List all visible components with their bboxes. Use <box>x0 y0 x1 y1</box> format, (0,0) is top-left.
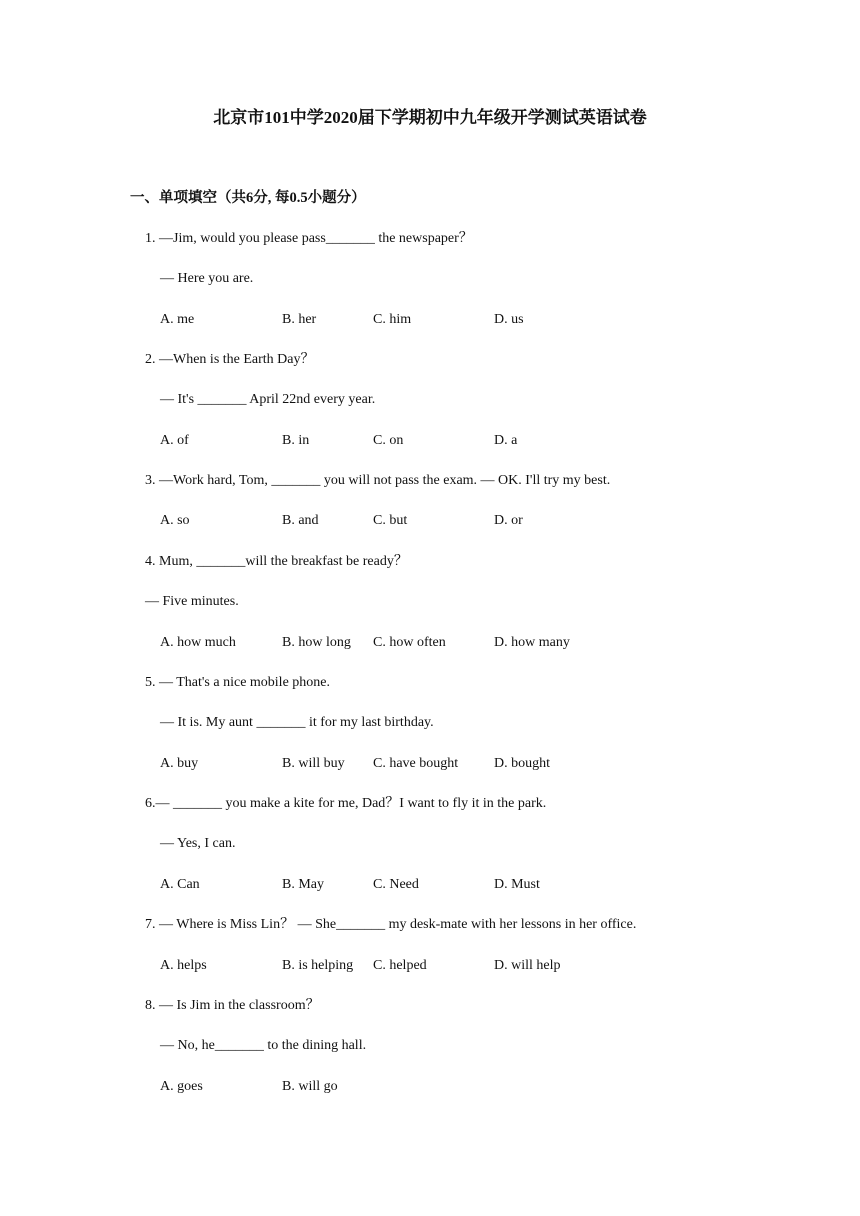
question-1-option-a[interactable]: A. me <box>160 312 195 327</box>
section-heading: 一、单项填空（共6分, 每0.5小题分） <box>130 190 366 206</box>
question-8-option-b[interactable]: B. will go <box>282 1079 338 1094</box>
question-6-option-d[interactable]: D. Must <box>494 877 540 892</box>
question-4-option-d[interactable]: D. how many <box>494 635 570 650</box>
question-6-stem: 6.— _______ you make a kite for me, Dad？I want to fly it in the park. <box>145 796 547 811</box>
question-2-option-a[interactable]: A. of <box>160 433 189 448</box>
question-6-option-c[interactable]: C. Need <box>373 877 419 892</box>
exam-title: 北京市101中学2020届下学期初中九年级开学测试英语试卷 <box>213 108 647 127</box>
question-5-stem: 5. — That's a nice mobile phone. <box>145 675 331 690</box>
question-8-option-a[interactable]: A. goes <box>160 1079 203 1094</box>
question-1-option-d[interactable]: D. us <box>494 312 524 327</box>
question-5-reply: — It is. My aunt _______ it for my last birthday. <box>160 715 434 730</box>
question-6-reply: — Yes, I can. <box>160 836 236 851</box>
question-6-option-b[interactable]: B. May <box>282 877 324 892</box>
question-1-reply: — Here you are. <box>160 271 254 286</box>
question-2-stem: 2. —When is the Earth Day？ <box>145 352 315 367</box>
question-1-stem: 1. —Jim, would you please pass_______ the newspaper？ <box>145 231 473 246</box>
question-3-option-b[interactable]: B. and <box>282 513 319 528</box>
question-7-option-d[interactable]: D. will help <box>494 958 561 973</box>
question-3-option-a[interactable]: A. so <box>160 513 190 528</box>
question-7-option-c[interactable]: C. helped <box>373 958 427 973</box>
question-4-option-a[interactable]: A. how much <box>160 635 236 650</box>
question-5-option-d[interactable]: D. bought <box>494 756 550 771</box>
question-5-option-c[interactable]: C. have bought <box>373 756 459 771</box>
question-6-option-a[interactable]: A. Can <box>160 877 200 892</box>
question-1-option-b[interactable]: B. her <box>282 312 317 327</box>
question-2-reply: — It's _______ April 22nd every year. <box>160 392 376 407</box>
question-7-option-a[interactable]: A. helps <box>160 958 207 973</box>
question-4-option-b[interactable]: B. how long <box>282 635 351 650</box>
question-8-reply: — No, he_______ to the dining hall. <box>160 1038 367 1053</box>
question-7-stem: 7. — Where is Miss Lin？ — She_______ my desk-mate with her lessons in her office. <box>145 917 637 932</box>
question-4-option-c[interactable]: C. how often <box>373 635 446 650</box>
question-7-option-b[interactable]: B. is helping <box>282 958 354 973</box>
question-3-option-c[interactable]: C. but <box>373 513 408 528</box>
question-2-option-d[interactable]: D. a <box>494 433 518 448</box>
question-2-option-b[interactable]: B. in <box>282 433 310 448</box>
question-8-stem: 8. — Is Jim in the classroom？ <box>145 998 320 1013</box>
question-4-reply: — Five minutes. <box>145 594 239 609</box>
question-3-option-d[interactable]: D. or <box>494 513 523 528</box>
question-2-option-c[interactable]: C. on <box>373 433 404 448</box>
question-5-option-a[interactable]: A. buy <box>160 756 199 771</box>
question-3-stem: 3. —Work hard, Tom, _______ you will not pass the exam. — OK. I'll try my best. <box>145 473 611 488</box>
question-1-option-c[interactable]: C. him <box>373 312 412 327</box>
question-5-option-b[interactable]: B. will buy <box>282 756 345 771</box>
question-4-stem: 4. Mum, _______will the breakfast be ready？ <box>145 554 408 569</box>
